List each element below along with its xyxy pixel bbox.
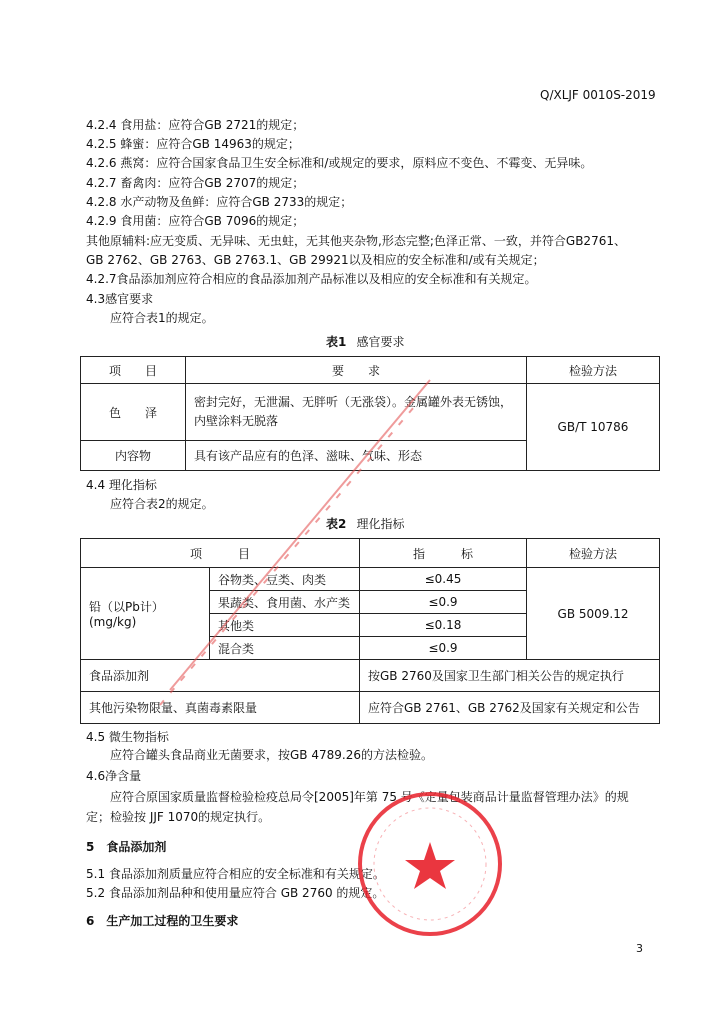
section-4-4-text: 应符合表2的规定。 [110, 497, 214, 511]
document-code: Q/XLJF 0010S-2019 [540, 88, 656, 102]
t2-additive-text: 按GB 2760及国家卫生部门相关公告的规定执行 [360, 660, 660, 692]
section-4-3-text: 应符合表1的规定。 [110, 311, 214, 325]
table-sensory [80, 356, 660, 471]
t1-row-color-req [186, 384, 527, 441]
t1-header-requirement: 要 求 [186, 357, 527, 384]
t2-other-text: 应符合GB 2761、GB 2762及国家有关规定和公告 [360, 692, 660, 724]
t1-row-color-item: 色 泽 [81, 384, 186, 441]
section-4-3-title: 4.3感官要求 [86, 292, 154, 306]
t2-lead-val-4: ≤0.9 [360, 637, 527, 660]
section-4-5-text: 应符合罐头食品商业无菌要求，按GB 4789.26的方法检验。 [110, 748, 433, 762]
clause-4-2-7: 4.2.7 畜禽肉：应符合GB 2707的规定； [86, 176, 305, 190]
clause-4-2-8: 4.2.8 水产动物及鱼鲜：应符合GB 2733的规定； [86, 195, 353, 209]
section-6-title: 6 生产加工过程的卫生要求 [86, 914, 239, 928]
t2-lead-val-1: ≤0.45 [360, 568, 527, 591]
section-4-4-title: 4.4 理化指标 [86, 478, 157, 492]
t2-other-label: 其他污染物限量、真菌毒素限量 [81, 692, 360, 724]
t1-header-item: 项 目 [81, 357, 186, 384]
clause-4-2-5: 4.2.5 蜂蜜：应符合GB 14963的规定； [86, 137, 300, 151]
t2-header-method: 检验方法 [527, 539, 660, 568]
t1-row-content-item: 内容物 [81, 441, 186, 471]
clause-4-2-4: 4.2.4 食用盐：应符合GB 2721的规定； [86, 118, 305, 132]
t2-lead-val-2: ≤0.9 [360, 591, 527, 614]
table1-caption-number: 表1 [326, 335, 347, 349]
t1-row-color-req-line1: 密封完好，无泄漏、无胖听（无涨袋）。金属罐外表无锈蚀， [194, 395, 513, 409]
t1-method: GB/T 10786 [527, 384, 660, 471]
t1-row-color-req-line2: 内壁涂料无脱落 [194, 414, 279, 428]
clause-other-materials-cont: GB 2762、GB 2763、GB 2763.1、GB 29921以及相应的安全标准和/或有关规定； [86, 253, 545, 267]
t2-lead-cat-1: 谷物类、豆类、肉类 [210, 568, 360, 591]
seal-star-icon [405, 842, 455, 889]
clause-other-materials: 其他原辅料:应无变质、无异味、无虫蛀，无其他夹杂物,形态完整;色泽正常、一致，并符合GB2761、 [86, 234, 626, 248]
section-5-title: 5 食品添加剂 [86, 840, 167, 854]
t2-lead-cat-4: 混合类 [210, 637, 360, 660]
t2-lead-val-3: ≤0.18 [360, 614, 527, 637]
t2-lead-cat-3: 其他类 [210, 614, 360, 637]
t2-header-item: 项 目 [81, 539, 360, 568]
clause-5-2: 5.2 食品添加剂品种和使用量应符合 GB 2760 的规定。 [86, 886, 385, 900]
table1-caption [326, 333, 405, 350]
section-4-6-text-1: 应符合原国家质量监督检验检疫总局令[2005]年第 75 号《定量包装商品计量监督管理办法》的规 [110, 790, 629, 804]
table2-caption [326, 515, 405, 532]
section-4-6-text-2: 定；检验按 JJF 1070的规定执行。 [86, 810, 271, 824]
company-seal-graphic [356, 790, 504, 938]
clause-additive-standard: 4.2.7食品添加剂应符合相应的食品添加剂产品标准以及相应的安全标准和有关规定。 [86, 272, 537, 286]
t2-additive-label: 食品添加剂 [81, 660, 360, 692]
clause-4-2-6: 4.2.6 燕窝：应符合国家食品卫生安全标准和/或规定的要求，原料应不变色、不霉变、无异味。 [86, 156, 593, 170]
table-physicochemical [80, 538, 660, 724]
t2-lead-cat-2: 果蔬类、食用菌、水产类 [210, 591, 360, 614]
clause-5-1: 5.1 食品添加剂质量应符合相应的安全标准和有关规定。 [86, 867, 385, 881]
table1-caption-title: 感官要求 [356, 335, 405, 349]
section-4-6-title: 4.6净含量 [86, 769, 142, 783]
table2-caption-number: 表2 [326, 517, 347, 531]
t2-lead-method: GB 5009.12 [527, 568, 660, 660]
page-number: 3 [636, 942, 643, 955]
t2-header-indicator: 指 标 [360, 539, 527, 568]
t1-row-content-req: 具有该产品应有的色泽、滋味、气味、形态 [186, 441, 527, 471]
table2-caption-title: 理化指标 [356, 517, 405, 531]
t1-header-method: 检验方法 [527, 357, 660, 384]
section-4-5-title: 4.5 微生物指标 [86, 730, 169, 744]
t2-lead-label: 铅（以Pb计）(mg/kg) [81, 568, 210, 660]
clause-4-2-9: 4.2.9 食用菌：应符合GB 7096的规定； [86, 214, 305, 228]
